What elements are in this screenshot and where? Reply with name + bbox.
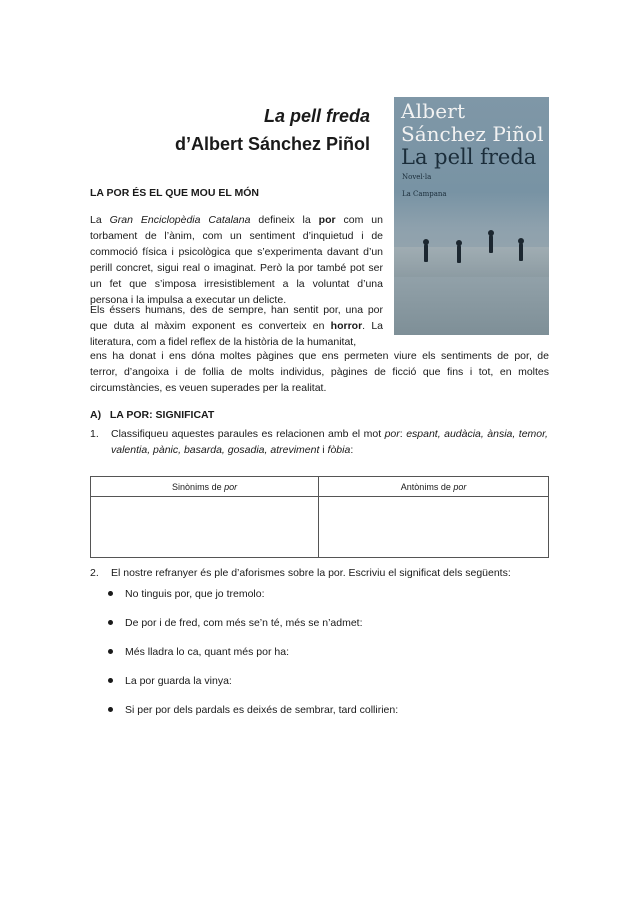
synonyms-answer-cell[interactable] — [91, 497, 319, 558]
document-author: d’Albert Sánchez Piñol — [174, 134, 370, 154]
list-item — [108, 704, 398, 716]
cover-author-first: Albert — [401, 99, 466, 123]
header-term: por — [224, 481, 238, 492]
table-header-antonyms — [319, 477, 549, 497]
intro-paragraph-1 — [90, 212, 383, 308]
section-heading: LA POR ÉS EL QUE MOU EL MÓN — [90, 187, 259, 199]
key-term: por — [384, 428, 400, 440]
paragraph-line: ens ha donat i ens dóna moltes pàgines que ens permeten viure els sentiments de por, de — [90, 350, 549, 362]
bullet-icon — [108, 649, 113, 654]
proverb-text: Més lladra lo ca, quant més por ha: — [125, 646, 290, 658]
proverb-text: Si per por dels pardals es deixés de sembrar, tard collirien: — [125, 704, 399, 716]
paragraph-line: circumstàncies, es veuen superades per la realitat. — [90, 382, 327, 394]
intro-paragraph-2 — [90, 302, 383, 350]
cover-author-last: Sánchez Piñol — [401, 122, 544, 146]
book-cover-image — [394, 97, 549, 335]
bullet-icon — [108, 591, 113, 596]
bullet-icon — [108, 620, 113, 625]
question-2 — [90, 567, 511, 579]
document-title: La pell freda — [263, 106, 370, 126]
cover-figure — [424, 244, 428, 262]
section-heading: A) LA POR: SIGNIFICAT — [90, 409, 215, 421]
cover-figure — [489, 235, 493, 253]
table-header-synonyms — [91, 477, 319, 497]
proverb-text: No tinguis por, que jo tremolo: — [125, 588, 265, 600]
question-number: 1. — [90, 428, 99, 440]
synonyms-antonyms-table — [90, 476, 549, 558]
cover-figure — [457, 245, 461, 263]
cover-shore — [394, 247, 549, 277]
cover-publisher: La Campana — [402, 190, 447, 198]
word-list: temor, valentia, pànic, basarda, gosadia, atreviment — [111, 428, 548, 456]
text-run: . La literatura, com a fidel reflex de la història de la humanitat, — [90, 320, 383, 348]
list-item — [108, 617, 363, 629]
text-run: : — [399, 428, 407, 440]
text-run: La — [90, 214, 110, 226]
header-term: por — [453, 481, 467, 492]
header-text: Sinònims de — [172, 481, 225, 492]
key-term: horror — [330, 320, 363, 332]
question-1 — [90, 426, 548, 458]
cover-genre: Novel·la — [402, 173, 432, 181]
bullet-icon — [108, 678, 113, 683]
paragraph-line: terror, d’angoixa i de follia de molts individus, pàgines de ficció que fins i tot, en moltes — [90, 366, 549, 378]
text-run: Els éssers humans, des de sempre, han sentit por, una por que duta al màxim exponent es converteix en — [90, 304, 383, 332]
text-run: i — [319, 444, 328, 456]
proverb-text: La por guarda la vinya: — [125, 675, 232, 687]
text-run: com un torbament de l’ànim, com un sentiment d’inquietud i de commoció física i psicològica que s’experimenta davant d’un perill concret, sigui real o imaginat. Però la por també pot ser un fet que s’imposa irresistiblement a la voluntat d’una persona i la impulsa a executar un delicte. — [90, 214, 383, 306]
word-list: fòbia — [327, 444, 351, 456]
text-run: Classifiqueu aquestes paraules es relacionen amb el mot — [111, 428, 385, 440]
question-text: El nostre refranyer és ple d’aforismes sobre la por. Escriviu el significat dels següents: — [111, 567, 511, 579]
work-title: Gran Enciclopèdia Catalana — [109, 214, 251, 226]
bullet-icon — [108, 707, 113, 712]
word-list: espant, audàcia, ànsia, — [406, 428, 516, 440]
question-text — [111, 426, 548, 458]
list-item — [108, 675, 232, 687]
antonyms-answer-cell[interactable] — [319, 497, 549, 558]
proverb-text: De por i de fred, com més se’n té, més se n’admet: — [125, 617, 363, 629]
list-item — [108, 588, 265, 600]
question-number: 2. — [90, 567, 99, 579]
header-text: Antònims de — [400, 481, 454, 492]
cover-title: La pell freda — [401, 145, 537, 169]
list-item — [108, 646, 289, 658]
cover-figure — [519, 243, 523, 261]
key-term: por — [318, 214, 336, 226]
text-run: defineix la — [250, 214, 319, 226]
text-run: : — [350, 444, 354, 456]
